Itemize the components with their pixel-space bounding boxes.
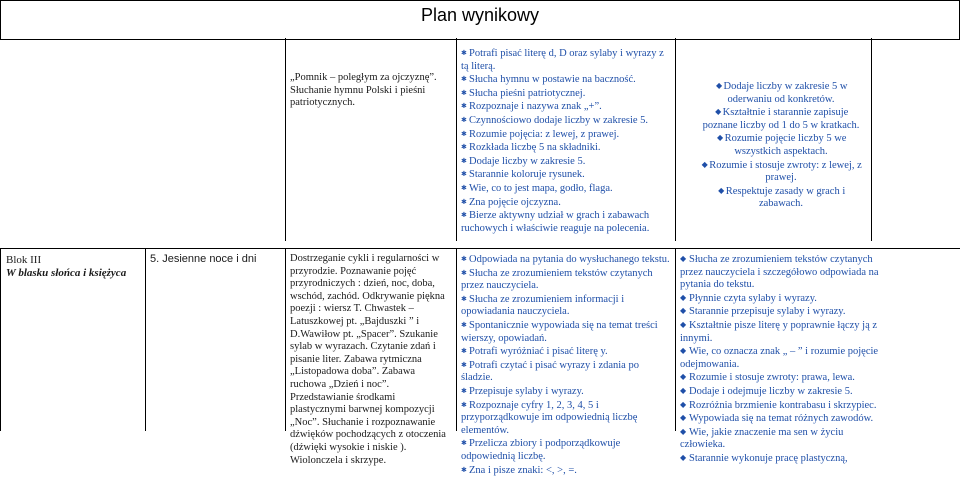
bullet-icon: ✱ [461,253,469,266]
activities-text: „Pomnik – poległym za ojczyznę”. Słuchanie hymnu Polski i pieśni patriotycznych. [290,72,437,108]
diamond-bullet-icon: ◆ [700,159,709,172]
list-item: ◆Dodaje liczby w zakresie 5 w oderwaniu od konkretów. [695,80,867,106]
bullet-icon: ✱ [461,128,469,141]
activities-cell [290,72,450,110]
block-cell [6,254,140,279]
list-item: ✱ Dodaje liczby w zakresie 5. [461,155,671,169]
divider [0,248,1,431]
divider [675,248,676,431]
list-item: ✱ Rozpoznaje cyfry 1, 2, 3, 4, 5 i przyporządkowuje im odpowiednią liczbę elementów. [461,399,671,438]
list-item: ✱ Przepisuje sylaby i wyrazy. [461,385,671,399]
diamond-bullet-icon: ◆ [680,345,689,358]
block-number: Blok III [6,254,140,267]
divider [456,38,457,241]
basic-requirements-list-2 [461,253,671,477]
divider [871,38,872,241]
bullet-icon: ✱ [461,359,469,372]
topic-title: 5. Jesienne noce i dni [150,253,256,265]
bullet-icon: ✱ [461,345,469,358]
divider [145,248,146,431]
basic-requirements-cell-2 [461,253,671,477]
diamond-bullet-icon: ◆ [680,412,689,425]
page-title: Plan wynikowy [1,5,959,26]
diamond-bullet-icon: ◆ [717,185,726,198]
diamond-bullet-icon: ◆ [680,305,689,318]
list-item: ◆ Słucha ze zrozumieniem tekstów czytanych przez nauczyciela i szczegółowo odpowiada na pytania do tekstu. [680,253,880,292]
bullet-icon: ✱ [461,155,469,168]
list-item: ✱ Wie, co to jest mapa, godło, flaga. [461,182,671,196]
block-name: W blasku słońca i księżyca [6,267,140,280]
extended-requirements-cell [695,80,867,211]
extended-requirements-list [695,80,867,211]
diamond-bullet-icon: ◆ [714,106,723,119]
extended-requirements-list-2 [680,253,880,466]
activities-cell-2 [290,253,450,467]
diamond-bullet-icon: ◆ [680,371,689,384]
list-item: ✱ Słucha ze zrozumieniem tekstów czytanych przez nauczyciela. [461,267,671,293]
basic-requirements-cell [461,47,671,235]
list-item: ✱ Potrafi czytać i pisać wyrazy i zdania po śladzie. [461,359,671,385]
diamond-bullet-icon: ◆ [680,385,689,398]
list-item: ◆ Wie, co oznacza znak „ – ” i rozumie pojęcie odejmowania. [680,345,880,371]
basic-requirements-list [461,47,671,235]
extended-requirements-cell-2 [680,253,880,466]
bullet-icon: ✱ [461,141,469,154]
bullet-icon: ✱ [461,319,469,332]
list-item: ◆ Dodaje i odejmuje liczby w zakresie 5. [680,385,880,399]
list-item: ◆ Rozumie i stosuje zwroty: prawa, lewa. [680,371,880,385]
list-item: ✱ Przelicza zbiory i podporządkowuje odpowiednią liczbę. [461,437,671,463]
bullet-icon: ✱ [461,168,469,181]
diamond-bullet-icon: ◆ [680,253,689,266]
bullet-icon: ✱ [461,47,469,60]
list-item: ◆Rozumie i stosuje zwroty: z lewej, z prawej. [695,159,867,185]
list-item: ✱ Czynnościowo dodaje liczby w zakresie 5. [461,114,671,128]
bullet-icon: ✱ [461,100,469,113]
list-item: ◆ Płynnie czyta sylaby i wyrazy. [680,292,880,306]
bullet-icon: ✱ [461,437,469,450]
diamond-bullet-icon: ◆ [716,132,725,145]
list-item: ◆ Starannie przepisuje sylaby i wyrazy. [680,305,880,319]
list-item: ✱ Potrafi wyróżniać i pisać literę y. [461,345,671,359]
list-item: ◆Respektuje zasady w grach i zabawach. [695,185,867,211]
list-item: ◆Rozumie pojęcie liczby 5 we wszystkich aspektach. [695,132,867,158]
bullet-icon: ✱ [461,209,469,222]
list-item: ✱ Słucha pieśni patriotycznej. [461,87,671,101]
bullet-icon: ✱ [461,293,469,306]
divider [285,38,286,241]
title-bar [0,0,960,40]
list-item: ◆ Wypowiada się na temat różnych zawodów. [680,412,880,426]
topic-cell [150,253,282,266]
bullet-icon: ✱ [461,73,469,86]
diamond-bullet-icon: ◆ [680,399,689,412]
divider [285,248,286,431]
diamond-bullet-icon: ◆ [680,426,689,439]
list-item: ✱ Słucha hymnu w postawie na baczność. [461,73,671,87]
row-divider [0,248,960,249]
diamond-bullet-icon: ◆ [715,80,724,93]
list-item: ✱ Rozkłada liczbę 5 na składniki. [461,141,671,155]
bullet-icon: ✱ [461,196,469,209]
list-item: ✱ Rozpoznaje i nazywa znak „+”. [461,100,671,114]
list-item: ◆ Rozróżnia brzmienie kontrabasu i skrzypiec. [680,399,880,413]
list-item: ◆ Kształtnie pisze literę y poprawnie łączy ją z innymi. [680,319,880,345]
list-item: ◆Kształtnie i starannie zapisuje poznane liczby od 1 do 5 w kratkach. [695,106,867,132]
list-item: ✱ Słucha ze zrozumieniem informacji i opowiadania nauczyciela. [461,293,671,319]
divider [456,248,457,431]
diamond-bullet-icon: ◆ [680,292,689,305]
diamond-bullet-icon: ◆ [680,319,689,332]
list-item: ◆ Starannie wykonuje pracę plastyczną, [680,452,880,466]
list-item: ✱ Zna pojęcie ojczyzna. [461,196,671,210]
bullet-icon: ✱ [461,114,469,127]
divider [675,38,676,241]
list-item: ✱ Starannie koloruje rysunek. [461,168,671,182]
list-item: ✱ Potrafi pisać literę d, D oraz sylaby i wyrazy z tą literą. [461,47,671,73]
diamond-bullet-icon: ◆ [680,452,689,465]
activities-text-2: Dostrzeganie cykli i regularności w przyrodzie. Poznawanie pojęć przyrodniczych : dzień, noc, doba, wschód, zachód. Odkrywanie piękna poezji : wiersz T. Chwastek – Latuszkowej pt. „Bajduszki ” i D.Wawiłow pt. „Spacer”. Szukanie sylab w wyrazach. Czytanie zdań i pisanie liter. Zabawa rytmiczna „Listopadowa doba”. Zabawa ruchowa „Dzień i noc”. Przedstawianie środkami plastycznymi barwnej kompozycji „Noc”. Słuchanie i rozpoznawanie dźwięków pochodzących z otoczenia (dźwięki wysokie i niskie ). Wiolonczela i skrzype. [290,253,446,466]
bullet-icon: ✱ [461,464,469,477]
list-item: ✱ Odpowiada na pytania do wysłuchanego tekstu. [461,253,671,267]
bullet-icon: ✱ [461,87,469,100]
list-item: ✱ Rozumie pojęcia: z lewej, z prawej. [461,128,671,142]
list-item: ✱ Spontanicznie wypowiada się na temat treści wierszy, opowiadań. [461,319,671,345]
bullet-icon: ✱ [461,399,469,412]
list-item: ✱ Bierze aktywny udział w grach i zabawach ruchowych i właściwie reaguje na polecenia. [461,209,671,235]
bullet-icon: ✱ [461,182,469,195]
bullet-icon: ✱ [461,267,469,280]
list-item: ✱ Zna i pisze znaki: <, >, =. [461,464,671,477]
bullet-icon: ✱ [461,385,469,398]
list-item: ◆ Wie, jakie znaczenie ma sen w życiu człowieka. [680,426,880,452]
